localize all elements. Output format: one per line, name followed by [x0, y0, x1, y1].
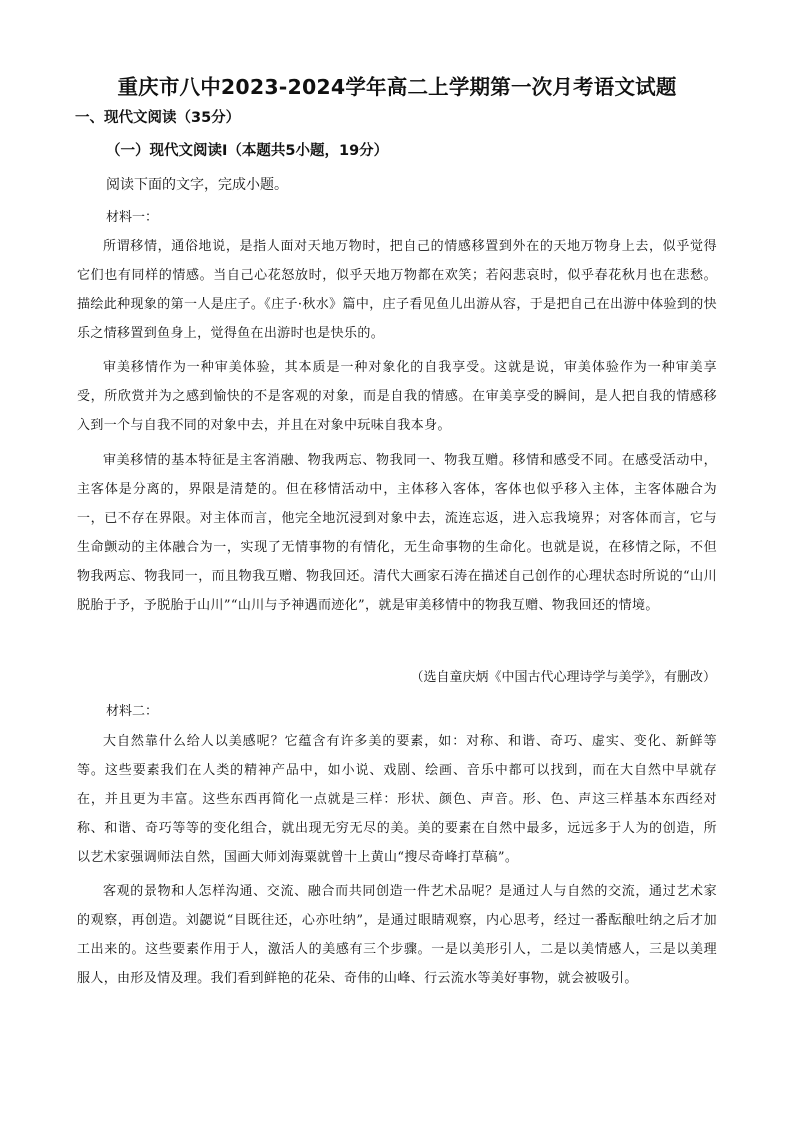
- material-one-source: （选自童庆炳《中国古代心理诗学与美学》，有删改）: [410, 670, 716, 685]
- material-one-label: 材料一：: [106, 210, 159, 225]
- section-heading: 一、现代文阅读（35分）: [75, 110, 241, 126]
- subsection-heading: （一）现代文阅读Ⅰ（本题共5小题，19分）: [106, 143, 389, 159]
- material-one-paragraph: 所谓移情，通俗地说，是指人面对天地万物时，把自己的情感移置到外在的天地万物身上去，似乎觉得它们也有同样的情感。当自己心花怒放时，似乎天地万物都在欢笑；若闷悲哀时，似乎春花秋月也在悲愁。描绘此种现象的第一人是庄子。《庄子·秋水》篇中，庄子看见鱼儿出游从容，于是把自己在出游中体验到的快乐之情移置到鱼身上，觉得鱼在出游时也是快乐的。: [77, 239, 717, 341]
- material-two-label: 材料二：: [106, 704, 159, 719]
- material-two-paragraph: 客观的景物和人怎样沟通、交流、融合而共同创造一件艺术品呢？是通过人与自然的交流，通过艺术家的观察，再创造。刘勰说“目既往还，心亦吐纳”，是通过眼睛观察，内心思考，经过一番酝酿吐纳之后才加工出来的。这些要素作用于人，激活人的美感有三个步骤。一是以美形引人，二是以美情感人，三是以美理服人，由形及情及理。我们看到鲜艳的花朵、奇伟的山峰、行云流水等美好事物，就会被吸引。: [77, 884, 717, 986]
- instruction-text: 阅读下面的文字，完成小题。: [106, 177, 288, 193]
- page-title: 重庆市八中2023-2024学年高二上学期第一次月考语文试题: [117, 75, 677, 99]
- material-two-paragraph: 大自然靠什么给人以美感呢？它蕴含有许多美的要素，如：对称、和谐、奇巧、虚实、变化、新鲜等等。这些要素我们在人类的精神产品中，如小说、戏剧、绘画、音乐中都可以找到，而在大自然中早就存在，并且更为丰富。这些东西再简化一点就是三样：形状、颜色、声音。形、色、声这三样基本东西经对称、和谐、奇巧等等的变化组合，就出现无穷无尽的美。美的要素在自然中最多，远远多于人为的创造，所以艺术家强调师法自然，国画大师刘海粟就曾十上黄山“搜尽奇峰打草稿”。: [77, 734, 717, 865]
- material-one-paragraph: 审美移情的基本特征是主客消融、物我两忘、物我同一、物我互赠。移情和感受不同。在感受活动中，主客体是分离的，界限是清楚的。但在移情活动中，主体移入客体，客体也似乎移入主体，主客体融合为一，已不存在界限。对主体而言，他完全地沉浸到对象中去，流连忘返，进入忘我境界；对客体而言，它与生命颤动的主体融合为一，实现了无情事物的有情化，无生命事物的生命化。也就是说，在移情之际，不但物我两忘、物我同一，而且物我互赠、物我回还。清代大画家石涛在描述自己创作的心理状态时所说的“山川脱胎于予，予脱胎于山川”“山川与予神遇而迹化”，就是审美移情中的物我互赠、物我回还的情境。: [77, 453, 717, 613]
- material-one-paragraph: 审美移情作为一种审美体验，其本质是一种对象化的自我享受。这就是说，审美体验作为一种审美享受，所欣赏并为之感到愉快的不是客观的对象，而是自我的情感。在审美享受的瞬间，是人把自我的情感移入到一个与自我不同的对象中去，并且在对象中玩味自我本身。: [77, 360, 717, 433]
